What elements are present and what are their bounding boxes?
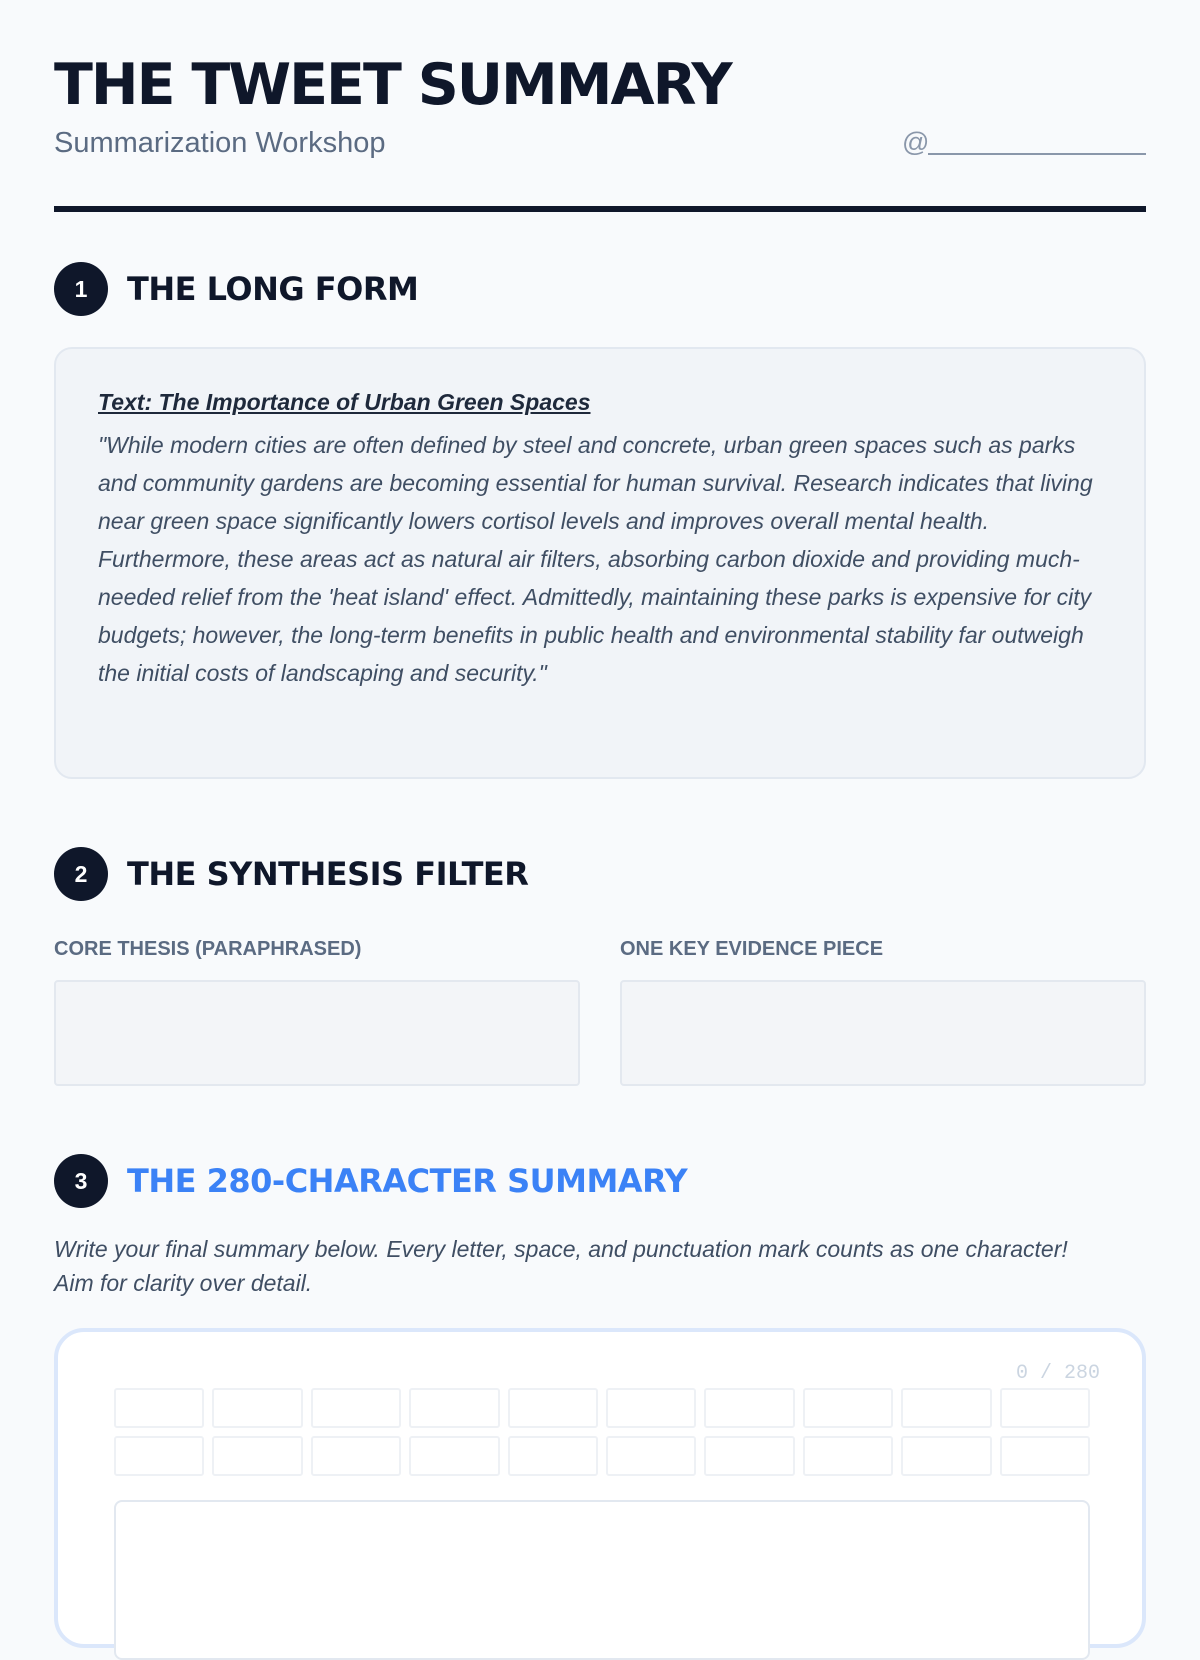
- summary-instructions: Write your final summary below. Every letter, space, and punctuation mark counts as one character! Aim for clarity over detail.: [54, 1236, 1068, 1296]
- section-3-number-badge: 3: [54, 1154, 108, 1208]
- summary-box: [54, 1328, 1146, 1648]
- character-cell[interactable]: [901, 1388, 991, 1428]
- character-cell[interactable]: [704, 1436, 794, 1476]
- handle-field[interactable]: [902, 127, 1146, 158]
- final-summary-input[interactable]: [114, 1500, 1090, 1660]
- page-subtitle: Summarization Workshop: [54, 127, 386, 159]
- at-sign: @: [902, 127, 930, 157]
- character-cell[interactable]: [1000, 1436, 1090, 1476]
- thesis-field[interactable]: [54, 980, 580, 1086]
- evidence-label: ONE KEY EVIDENCE PIECE: [620, 938, 884, 960]
- character-grid: [114, 1388, 1090, 1476]
- character-cell[interactable]: [1000, 1388, 1090, 1428]
- section-1-number-badge: 1: [54, 262, 108, 316]
- section-2-title: THE SYNTHESIS FILTER: [127, 855, 529, 893]
- character-cell[interactable]: [901, 1436, 991, 1476]
- character-cell[interactable]: [311, 1388, 401, 1428]
- character-cell[interactable]: [508, 1436, 598, 1476]
- section-1-title: THE LONG FORM: [127, 270, 419, 308]
- character-cell[interactable]: [606, 1388, 696, 1428]
- character-cell[interactable]: [803, 1436, 893, 1476]
- header: [54, 0, 1146, 215]
- section-2-number-badge: 2: [54, 847, 108, 901]
- character-cell[interactable]: [704, 1388, 794, 1428]
- section-3-title: THE 280-CHARACTER SUMMARY: [127, 1162, 688, 1200]
- handle-blank-line: [928, 153, 1146, 155]
- evidence-field[interactable]: [620, 980, 1146, 1086]
- character-cell[interactable]: [803, 1388, 893, 1428]
- character-cell[interactable]: [212, 1436, 302, 1476]
- character-cell[interactable]: [409, 1388, 499, 1428]
- character-cell[interactable]: [212, 1388, 302, 1428]
- passage-box: [54, 347, 1146, 779]
- header-divider: [54, 206, 1146, 212]
- thesis-label: CORE THESIS (PARAPHRASED): [54, 938, 362, 960]
- character-cell[interactable]: [606, 1436, 696, 1476]
- page-title: THE TWEET SUMMARY: [54, 52, 731, 118]
- character-cell[interactable]: [114, 1436, 204, 1476]
- character-cell[interactable]: [311, 1436, 401, 1476]
- worksheet-page: [54, 0, 1146, 1385]
- passage-text: "While modern cities are often defined by steel and concrete, urban green spaces such as parks and community gardens are becoming essential for human survival. Research indicates that living near green space significantly lowers cortisol levels and improves overall mental health. Furthermore, these areas act as natural air filters, absorbing carbon dioxide and providing much-needed relief from the 'heat island' effect. Admittedly, maintaining these parks is expensive for city budgets; however, the long-term benefits in public health and environmental stability far outweigh the initial costs of landscaping and security.": [98, 432, 1093, 686]
- character-cell[interactable]: [409, 1436, 499, 1476]
- character-cell[interactable]: [114, 1388, 204, 1428]
- character-counter: 0 / 280: [1015, 1362, 1100, 1385]
- passage-title: Text: The Importance of Urban Green Spaces: [98, 389, 591, 415]
- character-cell[interactable]: [508, 1388, 598, 1428]
